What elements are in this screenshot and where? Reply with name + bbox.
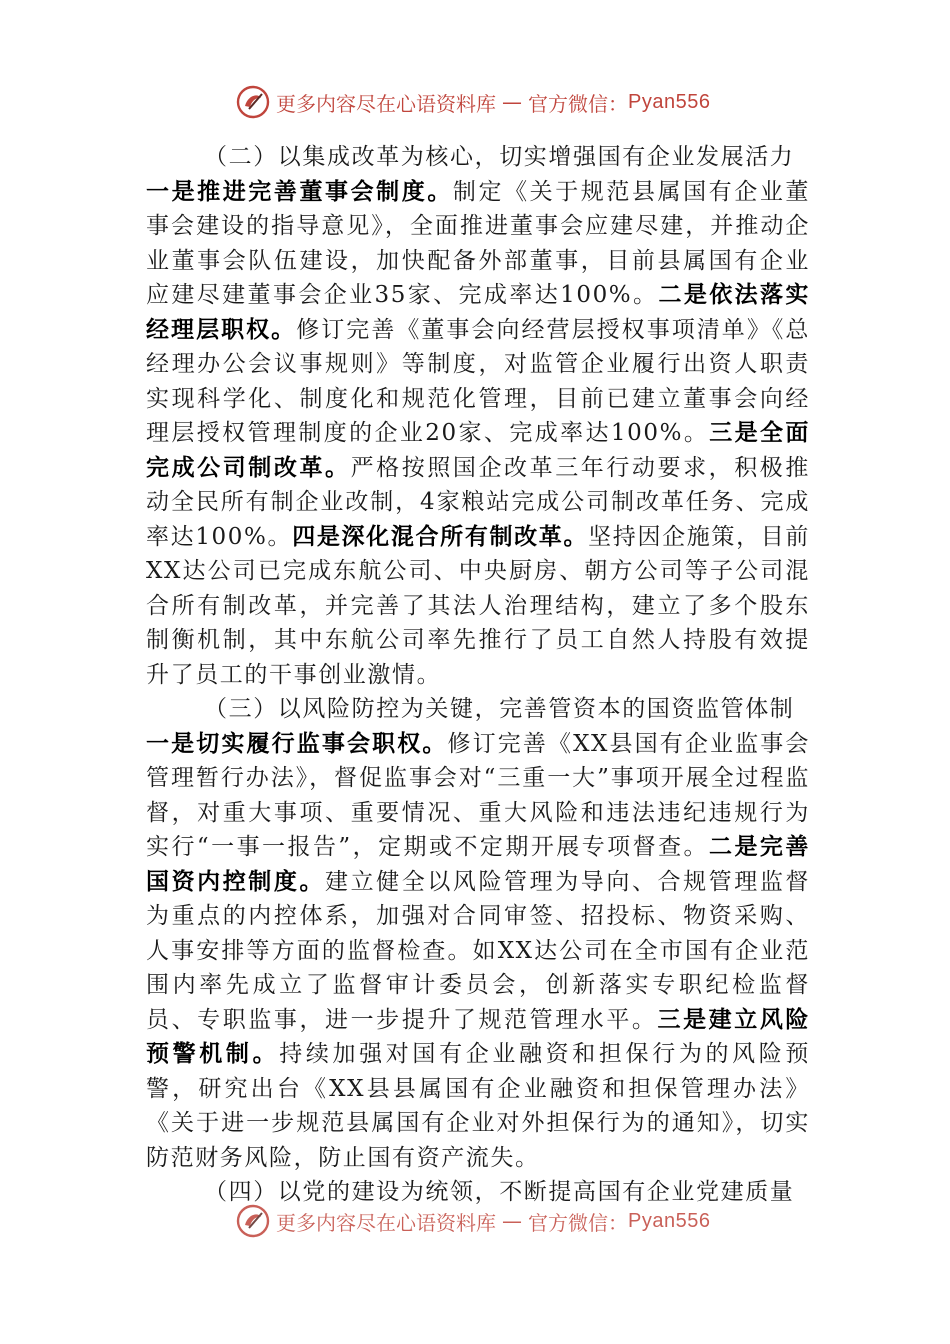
section-paragraph bbox=[146, 175, 810, 693]
document-body bbox=[146, 140, 810, 1210]
item-lead: 二是完善国资内控制度。 bbox=[146, 833, 810, 895]
item-text: 持续加强对国有企业融资和担保行为的风险预警，研究出台《XX县县属国有企业融资和担保管理办法》《关于进一步规范县属国有企业对外担保行为的通知》，切实防范财务风险，防止国有资产流失。 bbox=[146, 1041, 811, 1171]
item-lead: 四是深化混合所有制改革。 bbox=[292, 522, 589, 550]
watermark-separator: — bbox=[502, 90, 522, 114]
section-paragraph bbox=[146, 727, 810, 1176]
section-heading: （二）以集成改革为核心，切实增强国有企业发展活力 bbox=[204, 144, 795, 170]
item-text: 制定《关于规范县属国有企业董事会建设的指导意见》，全面推进董事会应建尽建，并推动企业董事会队伍建设，加快配备外部董事，目前县属国有企业应建尽建董事会企业35家、完成率达100%。 bbox=[146, 178, 811, 308]
item-text: 建立健全以风险管理为导向、合规管理监督为重点的内控体系，加强对合同审签、招投标、物资采购、人事安排等方面的监督检查。如XX达公司在全市国有企业范围内率先成立了监督审计委员会，创新落实专职纪检监督员、专职监事，进一步提升了规范管理水平。 bbox=[146, 868, 810, 1033]
watermark-separator: — bbox=[502, 1209, 522, 1233]
watermark-wechat-label: 官方微信： bbox=[528, 1210, 628, 1235]
item-lead: 一是推进完善董事会制度。 bbox=[146, 177, 453, 205]
watermark-header bbox=[236, 82, 736, 122]
watermark-wechat-label: 官方微信： bbox=[528, 91, 628, 116]
watermark-wechat-id: Pyan556 bbox=[628, 1209, 711, 1232]
item-lead: 二是依法落实经理层职权。 bbox=[146, 281, 810, 343]
brand-logo-icon bbox=[236, 1204, 270, 1238]
item-lead: 三是全面完成公司制改革。 bbox=[146, 419, 811, 481]
watermark-text: 更多内容尽在心语资料库 bbox=[276, 91, 496, 116]
watermark-wechat-id: Pyan556 bbox=[628, 90, 711, 113]
item-lead: 一是切实履行监事会职权。 bbox=[146, 729, 448, 757]
item-text: 坚持因企施策，目前XX达公司已完成东航公司、中央厨房、朝方公司等子公司混合所有制改革，并完善了其法人治理结构，建立了多个股东制衡机制，其中东航公司率先推行了员工自然人持股有效提升了员工的干事创业激情。 bbox=[146, 523, 810, 688]
item-text: 严格按照国企改革三年行动要求，积极推动全民所有制企业改制，4家粮站完成公司制改革任务、完成率达100%。 bbox=[146, 454, 810, 550]
section-heading: （三）以风险防控为关键，完善管资本的国资监管体制 bbox=[204, 696, 795, 722]
section-heading: （四）以党的建设为统领，不断提高国有企业党建质量 bbox=[204, 1179, 795, 1205]
watermark-text: 更多内容尽在心语资料库 bbox=[276, 1210, 496, 1235]
item-text: 修订完善《董事会向经营层授权事项清单》《总经理办公会议事规则》等制度，对监管企业履行出资人职责实现科学化、制度化和规范化管理，目前已建立董事会向经理层授权管理制度的企业20家、完成率达100%。 bbox=[146, 316, 810, 446]
watermark-footer bbox=[236, 1201, 736, 1241]
item-lead: 三是建立风险预警机制。 bbox=[146, 1005, 810, 1067]
brand-logo-icon bbox=[236, 85, 270, 119]
item-text: 修订完善《XX县国有企业监事会管理暂行办法》，督促监事会对“三重一大”事项开展全过程监督，对重大事项、重要情况、重大风险和违法违纪违规行为实行“一事一报告”，定期或不定期开展专项督查。 bbox=[146, 730, 811, 860]
